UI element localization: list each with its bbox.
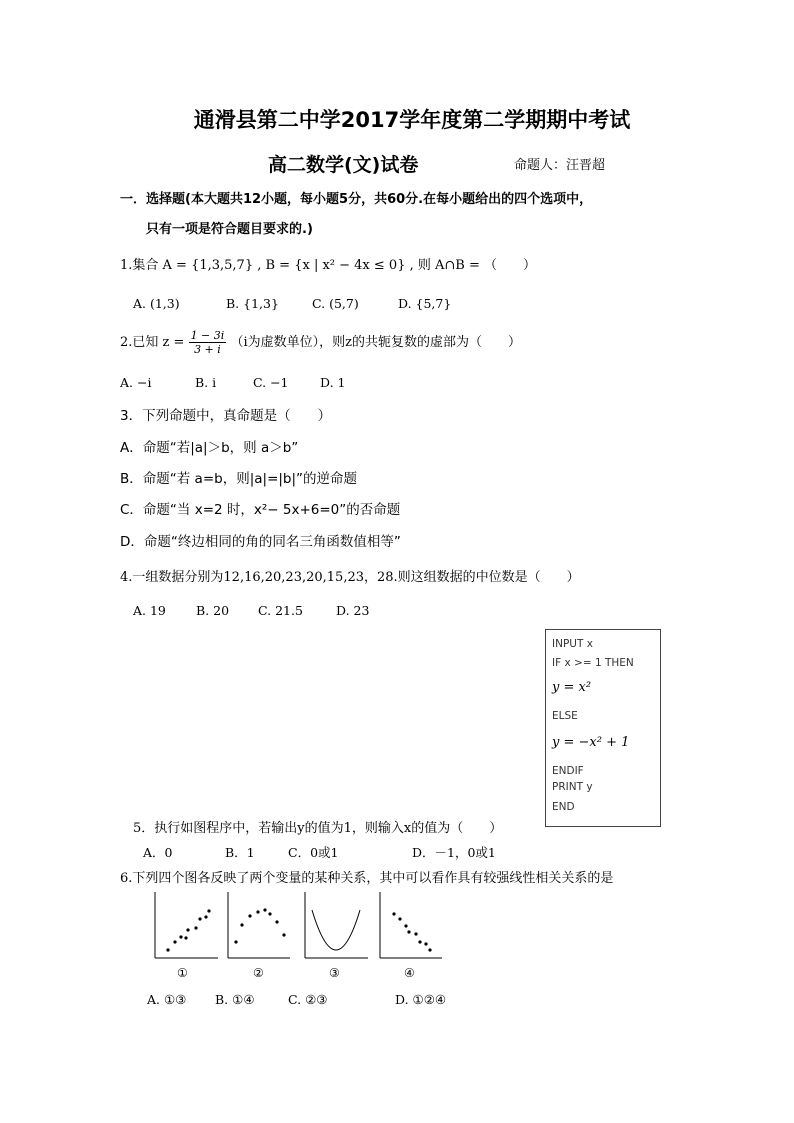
question-3-option-c: C．命题“当 x=2 时，x²− 5x+6=0”的否命题 [120, 502, 401, 518]
question-5-option-d: D．－1，0或1 [412, 845, 496, 860]
plot-1-point [204, 915, 207, 918]
plot-2-point [275, 920, 278, 923]
plot-2-point [256, 910, 259, 913]
question-2-stem-pre: 2.已知 z = [120, 335, 185, 350]
plot-1-point [179, 935, 182, 938]
plot-1-point [186, 928, 189, 931]
question-6-option-b: B. ①④ [215, 992, 255, 1007]
plot-3-curve [312, 910, 360, 950]
question-5-option-b: B．1 [225, 845, 255, 860]
question-3-option-b: B．命题“若 a=b，则|a|=|b|”的逆命题 [120, 471, 358, 487]
question-4-stem: 4.一组数据分别为12,16,20,23,20,15,23，28.则这组数据的中位数是（ ） [120, 570, 580, 585]
question-3-stem: 3．下列命题中，真命题是（ ） [120, 408, 332, 424]
question-1-option-c: C. (5,7) [312, 296, 359, 311]
plot-1-point [207, 909, 210, 912]
plot-2-point [263, 908, 266, 911]
question-3-option-a: A．命题“若|a|＞b，则 a＞b” [120, 440, 299, 456]
question-6-stem: 6.下列四个图各反映了两个变量的某种关系，其中可以看作具有较强线性相关关系的是 [120, 871, 614, 886]
program-box [545, 629, 661, 827]
plot-2-point [234, 940, 237, 943]
program-line-3: y = x² [552, 680, 592, 695]
program-line-4: ELSE [552, 710, 578, 722]
program-line-8: END [552, 801, 575, 813]
question-4-option-b: B. 20 [196, 603, 230, 618]
plot-4-point [392, 912, 395, 915]
plot-4 [380, 892, 442, 958]
question-4-option-a: A. 19 [133, 603, 166, 618]
plot-2-point [248, 914, 251, 917]
plot-4-point [414, 932, 417, 935]
plot-1-point [173, 940, 176, 943]
plot-4-label: ④ [404, 966, 415, 980]
question-2-fraction-numerator: 1 − 3i [190, 329, 225, 342]
plot-4-point [428, 948, 431, 951]
question-1-option-d: D. {5,7} [398, 296, 452, 311]
plot-1-point [194, 926, 197, 929]
question-2-fraction-denominator: 3 + i [194, 343, 221, 356]
question-5-option-a: A．0 [143, 845, 173, 860]
plot-2-label: ② [253, 966, 264, 980]
plot-4-point [424, 942, 427, 945]
program-line-2: IF x >= 1 THEN [552, 657, 634, 669]
question-5-stem: 5．执行如图程序中，若输出y的值为1，则输入x的值为（ ） [133, 821, 503, 836]
program-line-6: ENDIF [552, 765, 584, 777]
page-title: 通滑县第二中学2017学年度第二学期期中考试 [193, 108, 631, 132]
section-heading-line1: 一．选择题(本大题共12小题，每小题5分，共60分.在每小题给出的四个选项中， [120, 192, 593, 207]
question-4-option-c: C. 21.5 [258, 603, 303, 618]
plot-3 [305, 892, 368, 958]
question-2-option-b: B. i [195, 375, 217, 390]
plot-4-point [398, 917, 401, 920]
plot-4-point [404, 924, 407, 927]
plot-3-label: ③ [329, 966, 340, 980]
plot-4-point [407, 930, 410, 933]
plot-1 [155, 892, 218, 958]
exam-subtitle: 高二数学(文)试卷 [268, 154, 419, 176]
question-2-option-a: A. −i [120, 375, 152, 390]
question-6-option-a: A. ①③ [147, 992, 187, 1007]
section-heading-line2: 只有一项是符合题目要求的.) [146, 222, 313, 237]
question-2-stem [120, 329, 521, 356]
plot-1-point [166, 948, 169, 951]
plot-2-point [282, 933, 285, 936]
plot-2 [228, 892, 290, 958]
plot-1-point [198, 917, 201, 920]
plot-2-point [240, 923, 243, 926]
plot-1-label: ① [177, 966, 188, 980]
program-line-5: y = −x² + 1 [552, 735, 630, 750]
question-1-stem: 1.集合 A = {1,3,5,7} , B = {x | x² − 4x ≤ 0} , 则 A∩B = （ ） [120, 258, 536, 273]
plot-2-point [268, 912, 271, 915]
program-line-7: PRINT y [552, 781, 593, 793]
question-6-option-c: C. ②③ [288, 992, 328, 1007]
question-2-fraction [189, 329, 227, 356]
plots-svg [150, 892, 450, 960]
question-2-stem-post: （i为虚数单位），则z的共轭复数的虚部为（ ） [230, 335, 521, 350]
relationship-plots [150, 892, 450, 980]
plot-1-point [184, 936, 187, 939]
program-line-1: INPUT x [552, 638, 593, 650]
plot-4-point [418, 940, 421, 943]
question-2-option-c: C. −1 [253, 375, 289, 390]
question-3-option-d: D．命题“终边相同的角的同名三角函数值相等” [120, 534, 401, 550]
question-1-option-b: B. {1,3} [226, 296, 279, 311]
question-4-option-d: D. 23 [336, 603, 370, 618]
question-5-option-c: C．0或1 [288, 845, 339, 860]
question-6-option-d: D. ①②④ [395, 992, 447, 1007]
question-1-option-a: A. (1,3) [133, 296, 180, 311]
exam-author: 命题人：汪晋超 [514, 158, 606, 173]
question-2-option-d: D. 1 [320, 375, 346, 390]
